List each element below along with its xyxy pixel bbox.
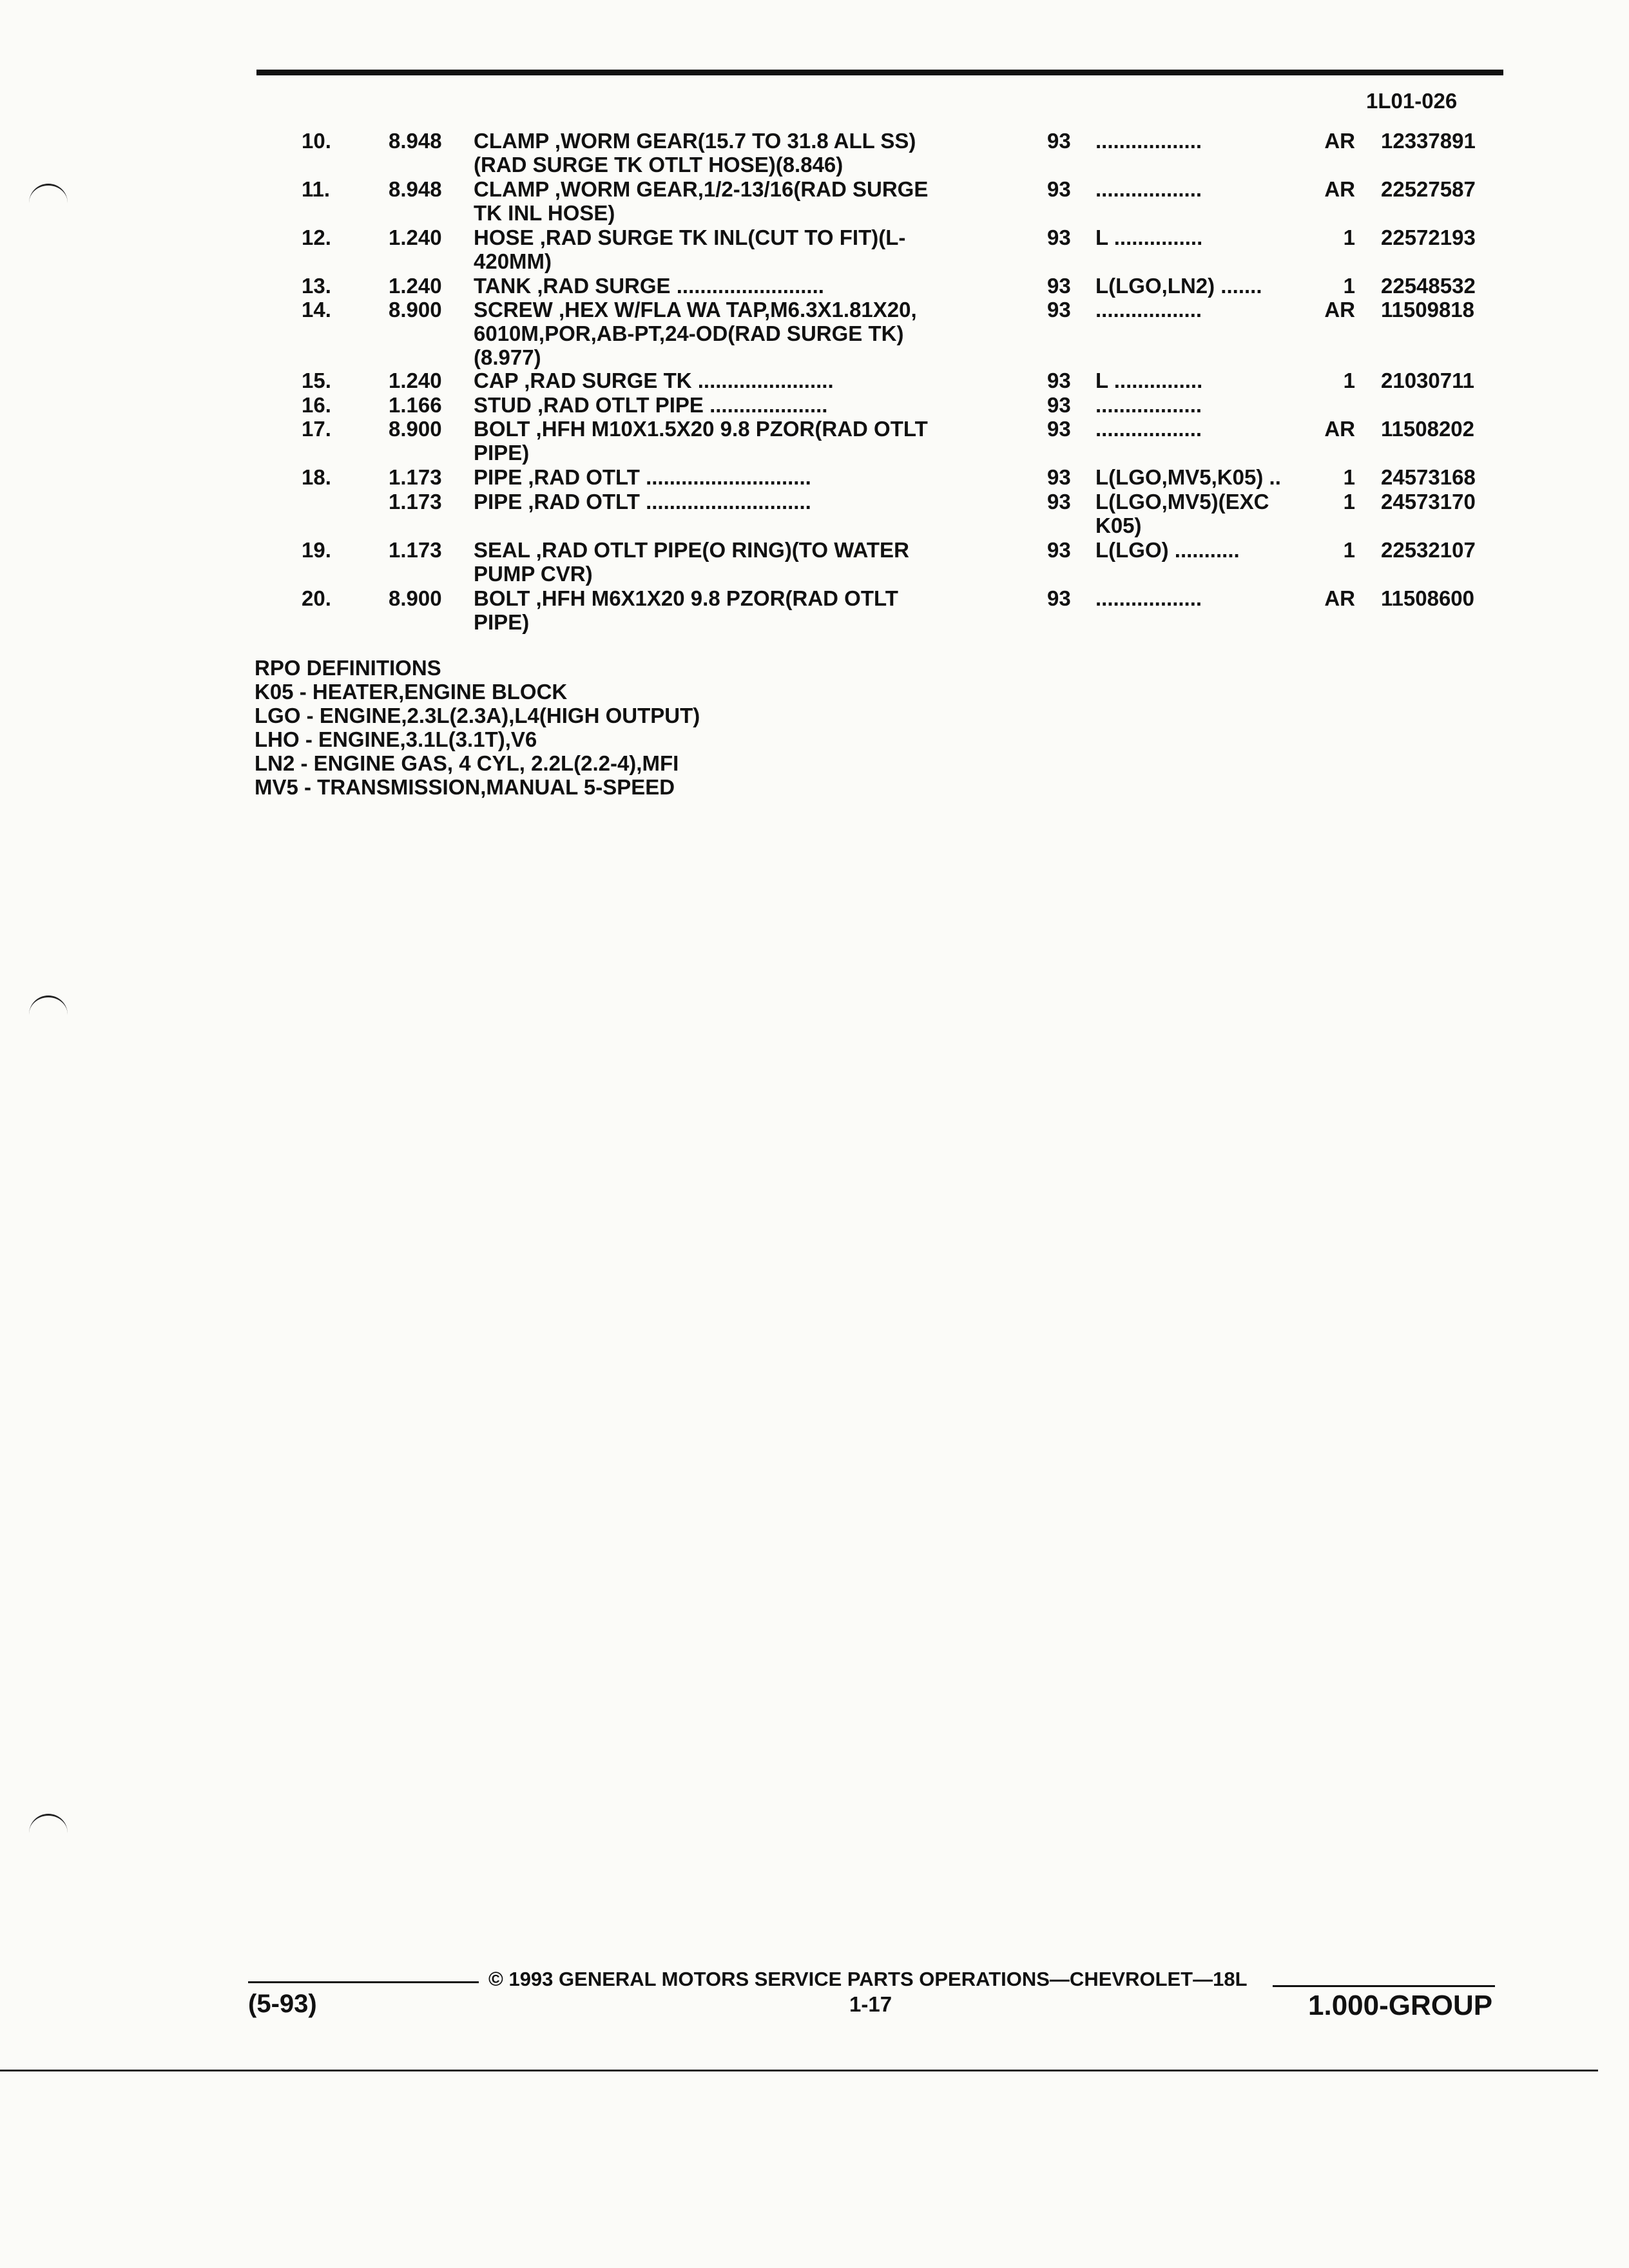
part-number: 11509818: [1381, 298, 1475, 322]
group-number: 8.900: [389, 586, 442, 610]
quantity: 1: [1343, 490, 1355, 514]
rpo-item-mv5: MV5 - TRANSMISSION,MANUAL 5-SPEED: [255, 775, 675, 799]
part-description-text: ,RAD OTLT PIPE ....................: [537, 393, 828, 417]
item-number: 14.: [302, 298, 331, 322]
rpo-definitions: [255, 656, 700, 799]
usage-code: L(LGO,MV5)(EXC K05): [1095, 490, 1269, 537]
part-number: 21030711: [1381, 369, 1475, 392]
binder-hole-mark: [29, 995, 68, 1017]
page-number: 1-17: [849, 1992, 892, 2016]
rpo-item-lgo: LGO - ENGINE,2.3L(2.3A),L4(HIGH OUTPUT): [255, 704, 700, 727]
part-name: SEAL: [474, 538, 530, 562]
model-year: 93: [1047, 298, 1071, 322]
usage-code: L ...............: [1095, 369, 1203, 392]
part-name: STUD: [474, 393, 532, 417]
model-year: 93: [1047, 226, 1071, 249]
group-number: 1.240: [389, 226, 442, 249]
part-name: PIPE: [474, 490, 523, 514]
part-description-text: ,RAD SURGE TK .......................: [524, 369, 834, 392]
part-description: [474, 393, 1002, 417]
part-name: BOLT: [474, 417, 530, 441]
usage-code: ..................: [1095, 393, 1202, 417]
part-description-text: ,HEX W/FLA WA TAP,M6.3X1.81X20, 6010M,POR,AB-PT,24-OD(RAD SURGE TK) (8.977): [474, 298, 917, 369]
part-name: SCREW: [474, 298, 553, 322]
group-number: 8.948: [389, 129, 442, 153]
model-year: 93: [1047, 393, 1071, 417]
rpo-title: RPO DEFINITIONS: [255, 656, 441, 680]
part-description-text: ,RAD OTLT PIPE(O RING)(TO WATER PUMP CVR): [474, 538, 909, 586]
group-number: 1.173: [389, 465, 442, 489]
model-year: 93: [1047, 274, 1071, 298]
part-number: 11508202: [1381, 417, 1475, 441]
part-description-text: ,WORM GEAR(15.7 TO 31.8 ALL SS) (RAD SURGE TK OTLT HOSE)(8.846): [474, 129, 916, 177]
rpo-item-lho: LHO - ENGINE,3.1L(3.1T),V6: [255, 727, 537, 751]
item-number: 15.: [302, 369, 331, 392]
part-name: HOSE: [474, 226, 534, 249]
quantity: AR: [1324, 177, 1355, 201]
model-year: 93: [1047, 177, 1071, 201]
part-description: [474, 298, 1002, 369]
part-name: BOLT: [474, 586, 530, 610]
usage-code: L(LGO,MV5,K05) ..: [1095, 465, 1281, 489]
part-description-text: ,RAD OTLT ............................: [528, 490, 811, 514]
quantity: AR: [1324, 586, 1355, 610]
part-name: CAP: [474, 369, 519, 392]
copyright-line: © 1993 GENERAL MOTORS SERVICE PARTS OPERATIONS—CHEVROLET—18L: [488, 1968, 1248, 1990]
footer-rule-right: [1273, 1985, 1495, 1987]
part-description-text: ,RAD SURGE .........................: [537, 274, 824, 298]
quantity: 1: [1343, 538, 1355, 562]
footer-rule-left: [248, 1981, 479, 1983]
group-number: 1.173: [389, 490, 442, 514]
part-description: [474, 465, 1002, 489]
group-number: 1.173: [389, 538, 442, 562]
item-number: 11.: [302, 177, 331, 201]
part-description: [474, 274, 1002, 298]
model-year: 93: [1047, 586, 1071, 610]
part-number: 12337891: [1381, 129, 1476, 153]
binder-hole-mark: [29, 184, 68, 205]
part-description-text: ,RAD SURGE TK INL(CUT TO FIT)(L- 420MM): [474, 226, 906, 273]
part-number: 22532107: [1381, 538, 1476, 562]
quantity: 1: [1343, 226, 1355, 249]
usage-code: ..................: [1095, 129, 1202, 153]
item-number: 19.: [302, 538, 331, 562]
item-number: 18.: [302, 465, 331, 489]
part-description-text: ,HFH M6X1X20 9.8 PZOR(RAD OTLT PIPE): [474, 586, 898, 634]
usage-code: ..................: [1095, 417, 1202, 441]
part-description: [474, 417, 1002, 465]
item-number: 10.: [302, 129, 331, 153]
quantity: 1: [1343, 274, 1355, 298]
usage-code: L(LGO,LN2) .......: [1095, 274, 1262, 298]
part-name: CLAMP: [474, 129, 549, 153]
item-number: 13.: [302, 274, 331, 298]
item-number: 12.: [302, 226, 331, 249]
usage-code: ..................: [1095, 298, 1202, 322]
item-number: 16.: [302, 393, 331, 417]
part-description-text: ,WORM GEAR,1/2-13/16(RAD SURGE TK INL HOSE): [474, 177, 929, 225]
quantity: AR: [1324, 417, 1355, 441]
usage-code: ..................: [1095, 177, 1202, 201]
binder-hole-mark: [29, 1814, 68, 1835]
top-rule: [256, 70, 1503, 75]
part-description: [474, 369, 1002, 392]
quantity: 1: [1343, 465, 1355, 489]
part-number: 11508600: [1381, 586, 1475, 610]
part-description: [474, 177, 1002, 225]
model-year: 93: [1047, 538, 1071, 562]
quantity: AR: [1324, 298, 1355, 322]
quantity: AR: [1324, 129, 1355, 153]
quantity: 1: [1343, 369, 1355, 392]
item-number: 17.: [302, 417, 331, 441]
model-year: 93: [1047, 490, 1071, 514]
group-number: 1.166: [389, 393, 442, 417]
item-number: 20.: [302, 586, 331, 610]
usage-code: ..................: [1095, 586, 1202, 610]
part-description: [474, 490, 1002, 514]
part-name: PIPE: [474, 465, 523, 489]
part-number: 24573170: [1381, 490, 1476, 514]
part-description: [474, 226, 1002, 273]
model-year: 93: [1047, 369, 1071, 392]
catalog-code: 1L01-026: [1366, 89, 1458, 113]
model-year: 93: [1047, 417, 1071, 441]
part-name: TANK: [474, 274, 532, 298]
part-description-text: ,HFH M10X1.5X20 9.8 PZOR(RAD OTLT PIPE): [474, 417, 928, 465]
part-number: 22527587: [1381, 177, 1476, 201]
part-description: [474, 129, 1002, 177]
part-description: [474, 538, 1002, 586]
bottom-rule: [0, 2070, 1598, 2071]
part-description: [474, 586, 1002, 634]
part-number: 24573168: [1381, 465, 1476, 489]
group-number: 8.948: [389, 177, 442, 201]
part-number: 22548532: [1381, 274, 1476, 298]
group-number: 1.240: [389, 274, 442, 298]
part-description-text: ,RAD OTLT ............................: [528, 465, 811, 489]
group-label: 1.000-GROUP: [1308, 1990, 1493, 2021]
group-number: 8.900: [389, 298, 442, 322]
usage-code: L ...............: [1095, 226, 1203, 249]
group-number: 8.900: [389, 417, 442, 441]
usage-code: L(LGO) ...........: [1095, 538, 1240, 562]
revision-date: (5-93): [248, 1990, 317, 2018]
part-name: CLAMP: [474, 177, 549, 201]
model-year: 93: [1047, 465, 1071, 489]
part-number: 22572193: [1381, 226, 1476, 249]
rpo-item-ln2: LN2 - ENGINE GAS, 4 CYL, 2.2L(2.2-4),MFI: [255, 751, 679, 775]
group-number: 1.240: [389, 369, 442, 392]
rpo-item-k05: K05 - HEATER,ENGINE BLOCK: [255, 680, 568, 704]
model-year: 93: [1047, 129, 1071, 153]
